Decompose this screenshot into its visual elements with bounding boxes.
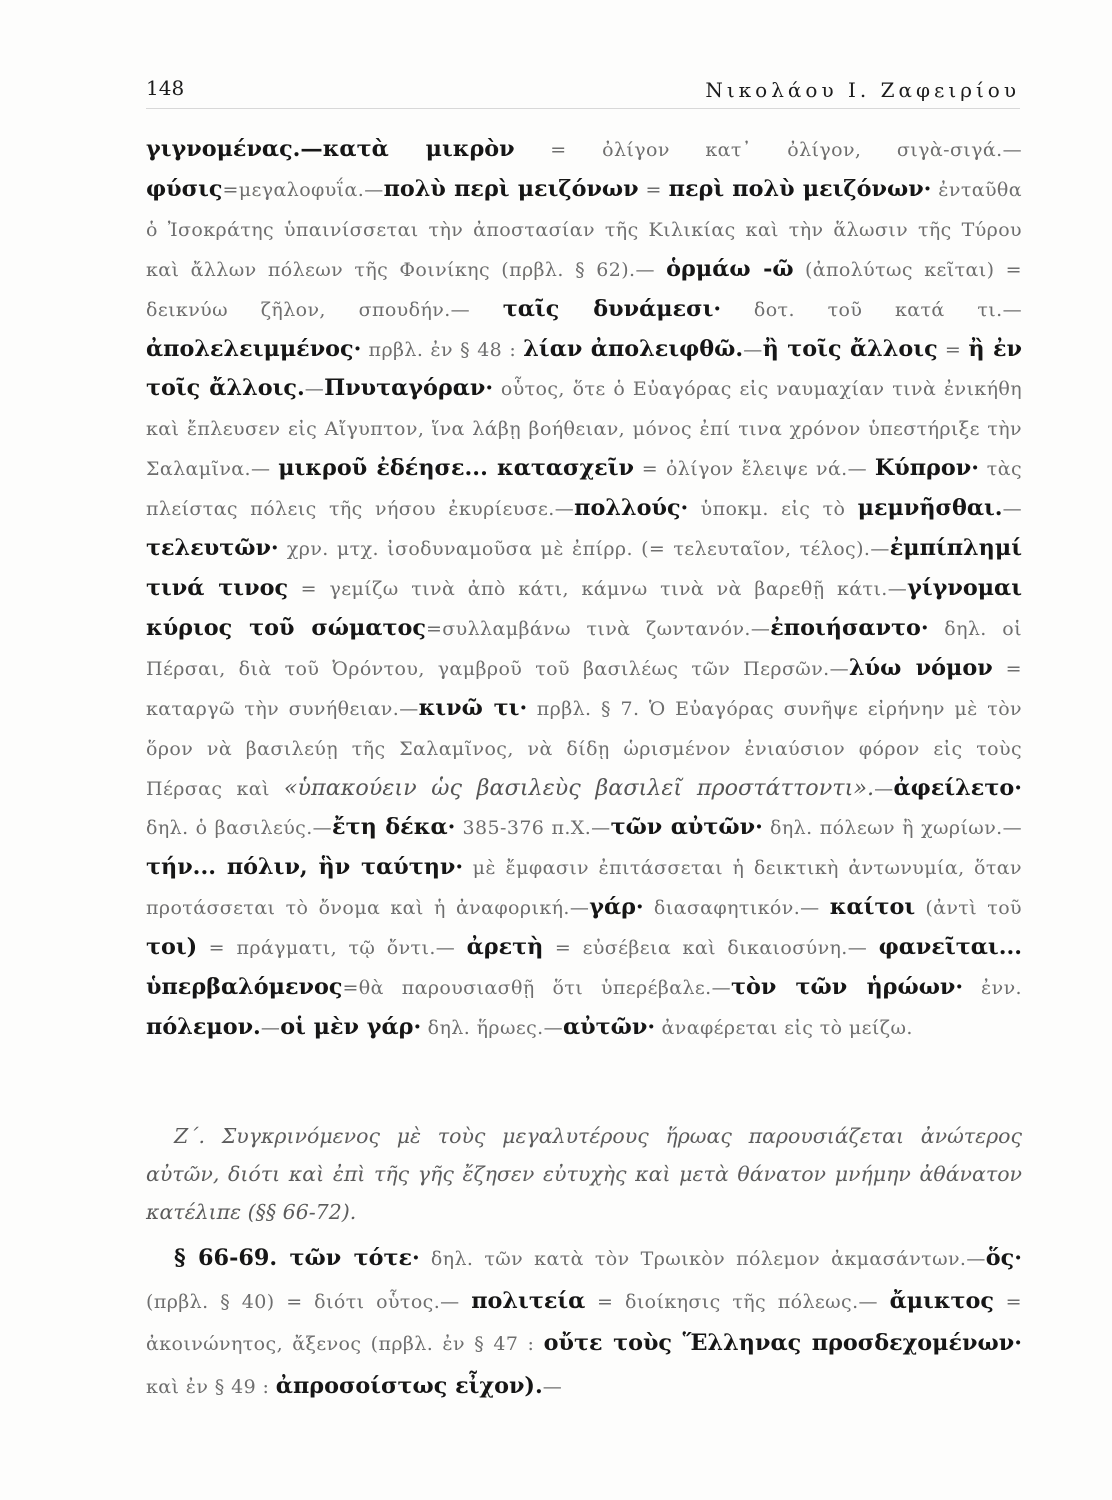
gloss: ἐνν. xyxy=(963,977,1022,1000)
gloss: δηλ. οἱ Πέρσαι, διὰ τοῦ Ὀρόντου, γαμβροῦ τοῦ βασιλέως τῶν Περσῶν.— xyxy=(146,617,1022,680)
lemma: μεμνῆσθαι. xyxy=(857,495,1003,522)
section-heading: § 66-69. τῶν τότε· xyxy=(174,1245,420,1271)
gloss: δοτ. τοῦ κατά τι.— xyxy=(721,298,1022,321)
gloss: = ὀλίγον κατ᾿ ὀλίγον, σιγὰ-σιγά.— xyxy=(514,139,1022,161)
gloss: δηλ. τῶν κατὰ τὸν Τρωικὸν πόλεμον ἀκμασάντων.— xyxy=(419,1248,986,1270)
gloss: — xyxy=(874,777,894,800)
gloss: 385-376 π.Χ.— xyxy=(455,817,611,840)
quotation: «ὑπακούειν ὡς βασιλεὺς βασιλεῖ προστάττοντι». xyxy=(283,774,875,801)
lemma: κινῶ τι· xyxy=(418,694,528,721)
gloss: ὑποκμ. εἰς τὸ xyxy=(688,498,858,521)
lemma: οὔτε τοὺς Ἕλληνας προσδεχομένων· xyxy=(543,1330,1022,1356)
gloss: = γεμίζω τινὰ ἀπὸ κάτι, κάμνω τινὰ νὰ βαρεθῇ κάτι.— xyxy=(288,577,908,600)
gloss: Ὁ Εὐαγόρας συνῆψε εἰρήνην μὲ τὸν ὅρον νὰ βασιλεύῃ τῆς Σαλαμῖνος, νὰ δίδῃ ὡρισμένον ἐνιαύσιον φόρον εἰς τοὺς Πέρσας καὶ xyxy=(146,697,1022,800)
lemma: τελευτῶν· xyxy=(146,535,279,562)
lemma: Πνυταγόραν· xyxy=(324,375,494,402)
gloss: — xyxy=(542,1375,563,1398)
gloss: πρβλ. § 7. xyxy=(527,697,649,720)
gloss: = ὀλίγον ἔλειψε νά.— xyxy=(633,458,875,481)
gloss: πρβλ. ἐν § 48 : xyxy=(361,338,524,361)
lemma: ἐμπίπλημί τινά τινος xyxy=(146,535,1022,601)
lemma: ὅς· xyxy=(985,1245,1022,1271)
lemma: πόλεμον. xyxy=(146,1013,261,1040)
lemma: πολὺ περὶ μειζόνων xyxy=(383,175,639,202)
lemma: ἐποιήσαντο· xyxy=(770,614,929,641)
lemma: μικροῦ ἐδέησε... κατασχεῖν xyxy=(278,455,634,482)
lemma: ἢ ἐν τοῖς ἄλλοις. xyxy=(146,335,1023,402)
summary-note: Ζ´. Συγκρινόμενος μὲ τοὺς μεγαλυτέρους ἥρωας παρουσιάζεται ἀνώτερος αὐτῶν, διότι καὶ ἐπὶ τῆς γῆς ἔζησεν εὐτυχὴς καὶ μετὰ θάνατον μνήμην ἀθάνατον κατέλιπε (§§ 66-72). xyxy=(146,1124,1022,1224)
page-header xyxy=(146,72,1020,109)
gloss: ἐνταῦθα ὁ Ἰσοκράτης ὑπαινίσσεται τὴν ἀποστασίαν τῆς Κιλικίας καὶ τὴν ἅλωσιν τῆς Τύρου καὶ ἄλλων πόλεων τῆς Φοινίκης (πρβλ. § 62).— xyxy=(146,178,1022,281)
gloss: (πρβλ. § 40) = διότι οὗτος.— xyxy=(146,1290,472,1313)
gloss: = εὐσέβεια καὶ δικαιοσύνη.— xyxy=(543,937,879,960)
gloss: = xyxy=(638,178,669,201)
lemma: καίτοι xyxy=(829,894,916,921)
lemma: ἔτη δέκα· xyxy=(332,814,456,841)
lemma: ἀρετὴ xyxy=(466,934,544,961)
gloss: = πράγματι, τῷ ὄντι.— xyxy=(197,937,467,960)
lemma: ἀφείλετο· xyxy=(893,774,1022,801)
gloss: = διοίκησις τῆς πόλεως.— xyxy=(585,1290,890,1313)
gloss: =συλλαμβάνω τινὰ ζωντανόν.— xyxy=(425,617,771,640)
gloss: ἀναφέρεται εἰς τὸ μείζω. xyxy=(655,1016,913,1039)
lemma: λίαν ἀπολειφθῶ. xyxy=(523,335,744,362)
lemma: οἱ μὲν γάρ· xyxy=(280,1013,422,1040)
lemma: φύσις xyxy=(146,175,223,202)
lemma: τήν... πόλιν, ἣν ταύτην· xyxy=(146,854,464,881)
gloss: = xyxy=(937,338,969,361)
lemma: ἀπροσοίστως εἶχον). xyxy=(275,1372,543,1399)
lemma: πολιτεία xyxy=(471,1287,586,1314)
lemma: γίγνομαι κύριος τοῦ σώματος xyxy=(146,574,1022,641)
lemma: Κύπρον· xyxy=(874,455,979,482)
gloss: καὶ ἐν § 49 : xyxy=(146,1375,276,1398)
lemma: ὁρμάω -ῶ xyxy=(666,255,794,282)
gloss: — xyxy=(1002,498,1022,521)
gloss: — xyxy=(743,338,763,361)
lemma: ἀπολελειμμένος· xyxy=(146,335,362,362)
gloss: =θὰ παρουσιασθῇ ὅτι ὑπερέβαλε.— xyxy=(342,977,731,1000)
lemma: τῶν αὐτῶν· xyxy=(610,814,763,841)
gloss: δηλ. ἥρωες.— xyxy=(421,1016,563,1039)
lemma: πολλούς· xyxy=(574,495,689,522)
gloss: =μεγαλοφυΐα.— xyxy=(222,178,384,201)
gloss: — xyxy=(260,1016,281,1039)
lemma: τὸν τῶν ἡρώων· xyxy=(731,974,964,1001)
lemma: ἢ τοῖς ἄλλοις xyxy=(762,335,938,362)
gloss: μὲ ἔμφασιν ἐπιτάσσεται ἡ δεικτικὴ ἀντωνυμία, ὅταν προτάσσεται τὸ ὄνομα καὶ ἡ ἀναφορική.— xyxy=(146,857,1022,920)
section-66-69 xyxy=(146,1238,1022,1408)
lemma: φανεῖται... ὑπερβαλόμενος xyxy=(146,934,1022,1001)
gloss: διασαφητικόν.— xyxy=(643,897,830,920)
page-number: 148 xyxy=(146,76,185,100)
lemma: αὐτῶν· xyxy=(562,1013,656,1040)
lemma: ταῖς δυνάμεσι· xyxy=(502,295,722,322)
lemma: λύω νόμον xyxy=(849,654,993,681)
gloss: οὗτος, ὅτε ὁ Εὐαγόρας εἰς ναυμαχίαν τινὰ ἐνικήθη καὶ ἔπλευσεν εἰς Αἴγυπτον, ἵνα λάβῃ βοήθειαν, μόνος ἐπί τινα χρόνον ὑπεστήριξε τὴν Σαλαμῖνα.— xyxy=(146,378,1022,481)
gloss: (ἀπολύτως κεῖται) = δεικνύω ζῆλον, σπουδήν.— xyxy=(146,258,1023,321)
lemma: —κατὰ μικρὸν xyxy=(300,136,515,162)
gloss: δηλ. ὁ βασιλεύς.— xyxy=(146,817,333,840)
lemma: περὶ πολὺ μειζόνων· xyxy=(668,175,932,202)
lemma: γιγνομένας. xyxy=(146,136,301,162)
gloss: δηλ. πόλεων ἢ χωρίων.— xyxy=(762,817,1022,840)
lemma: τοι) xyxy=(146,934,198,961)
gloss: χρν. μτχ. ἰσοδυναμοῦσα μὲ ἐπίρρ. (= τελευταῖον, τέλος).— xyxy=(278,538,890,561)
commentary-paragraph xyxy=(146,130,1022,1048)
gloss: = ἀκοινώνητος, ἄξενος (πρβλ. ἐν § 47 : xyxy=(146,1290,1022,1355)
gloss: = καταργῶ τὴν συνήθειαν.— xyxy=(146,657,1022,720)
commentary-text xyxy=(146,130,1022,1048)
gloss: (ἀντὶ τοῦ xyxy=(915,897,1022,920)
gloss: τὰς πλείστας πόλεις τῆς νήσου ἐκυρίευσε.— xyxy=(146,458,1022,521)
lemma: γάρ· xyxy=(589,894,644,921)
running-head: Νικολάου Ι. Ζαφειρίου xyxy=(705,78,1020,102)
lemma: ἄμικτος xyxy=(889,1287,995,1314)
gloss: — xyxy=(304,378,325,401)
